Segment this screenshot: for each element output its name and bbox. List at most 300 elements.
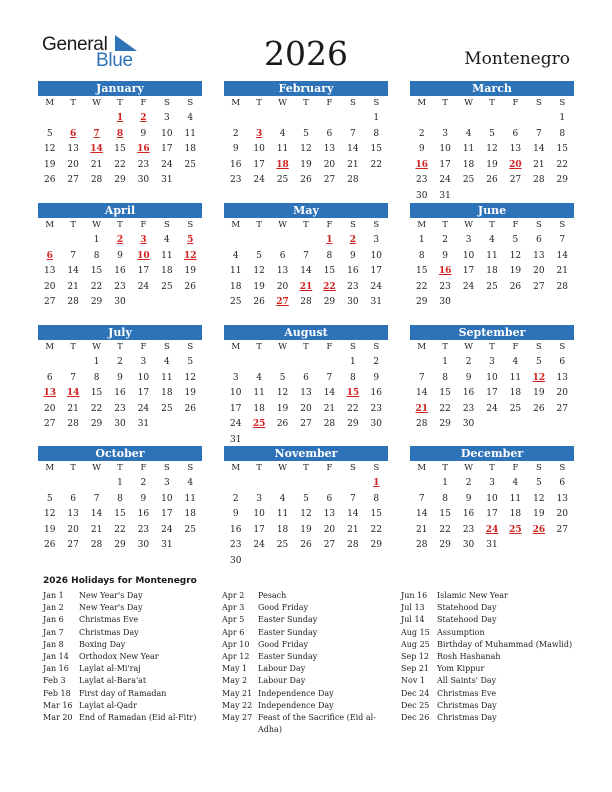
holiday-day-cell: 2	[140, 113, 147, 123]
empty-cell	[410, 355, 433, 371]
day-cell: 20	[43, 403, 56, 414]
holiday-date: Aug 25	[401, 639, 430, 649]
day-cell: 15	[114, 509, 126, 519]
holiday-name: Feast of the Sacrifice (Eid al-Adha)	[258, 713, 376, 735]
day-cell: 8	[373, 128, 380, 139]
day-cell: 5	[279, 372, 286, 383]
weekday-label: S	[559, 463, 566, 473]
holiday-row	[401, 700, 576, 712]
day-cell: 15	[370, 144, 382, 154]
day-cell: 12	[276, 388, 289, 398]
empty-cell	[504, 111, 527, 127]
day-cell: 18	[184, 509, 196, 519]
holiday-name: Good Friday	[258, 603, 309, 613]
day-cell: 9	[442, 250, 448, 261]
holiday-date: Jan 6	[43, 615, 64, 625]
holiday-name: Christmas Eve	[437, 688, 497, 698]
day-cell: 20	[276, 281, 289, 292]
day-cell: 2	[418, 128, 425, 139]
day-cell: 30	[114, 297, 126, 307]
day-cell: 29	[347, 419, 359, 429]
day-cell: 4	[512, 478, 519, 488]
day-cell: 22	[370, 524, 382, 535]
day-cell: 31	[137, 419, 150, 429]
weekday-label: T	[442, 463, 448, 473]
day-cell: 31	[370, 297, 382, 307]
day-cell: 15	[114, 144, 126, 154]
day-cell: 15	[439, 388, 451, 398]
holiday-row	[43, 712, 218, 724]
day-cell: 6	[46, 372, 53, 383]
weekday-label: M	[45, 220, 55, 230]
day-cell: 9	[349, 250, 356, 261]
day-cell: 6	[279, 250, 286, 261]
weekday-label: F	[326, 463, 333, 473]
day-cell: 29	[439, 540, 451, 550]
day-cell: 5	[535, 478, 542, 488]
holiday-name: Statehood Day	[437, 615, 497, 625]
empty-cell	[527, 111, 550, 127]
holiday-row	[401, 712, 576, 724]
day-cell: 10	[370, 250, 382, 261]
weekday-label: T	[303, 98, 309, 108]
holiday-day-cell: 5	[187, 235, 194, 245]
day-cell: 16	[229, 524, 242, 535]
day-cell: 11	[184, 493, 196, 504]
holidays-title: 2026 Holidays for Montenegro	[43, 576, 197, 586]
day-cell: 3	[140, 357, 147, 367]
day-cell: 11	[253, 388, 265, 398]
day-cell: 28	[90, 540, 103, 550]
holiday-name: Good Friday	[258, 639, 309, 649]
holiday-date: Apr 2	[222, 591, 245, 600]
holiday-date: Mar 16	[43, 700, 73, 710]
weekday-label: S	[187, 342, 194, 352]
empty-cell	[271, 111, 294, 127]
day-cell: 8	[117, 493, 123, 504]
empty-cell	[410, 476, 433, 492]
weekday-label: W	[464, 220, 473, 230]
day-cell: 23	[137, 159, 150, 170]
day-cell: 4	[163, 235, 170, 245]
weekday-label: T	[303, 463, 309, 473]
holiday-name: Easter Sunday	[258, 627, 318, 637]
holiday-day-cell: 2	[349, 235, 356, 245]
weekday-label: W	[278, 342, 287, 352]
day-cell: 9	[465, 372, 472, 383]
holiday-name: End of Ramadan (Eid al-Fitr)	[79, 713, 197, 723]
month-header: May	[224, 203, 388, 218]
holiday-row	[222, 675, 397, 687]
day-cell: 15	[556, 144, 568, 154]
day-cell: 15	[90, 388, 103, 398]
day-cell: 7	[70, 372, 76, 383]
holiday-day-cell: 21	[299, 281, 313, 292]
day-cell: 24	[486, 403, 498, 414]
day-cell: 25	[161, 281, 173, 292]
day-cell: 20	[67, 524, 79, 535]
day-cell: 16	[462, 388, 475, 398]
day-cell: 21	[347, 159, 359, 170]
day-cell: 1	[418, 235, 425, 245]
holiday-row	[43, 675, 218, 687]
holiday-name: Christmas Day	[437, 713, 497, 723]
day-cell: 8	[93, 250, 100, 261]
day-cell: 14	[556, 250, 568, 261]
holiday-name: Christmas Day	[79, 627, 139, 637]
day-cell: 15	[415, 266, 428, 276]
day-cell: 4	[187, 113, 194, 123]
holiday-date: Sep 12	[401, 652, 430, 662]
day-cell: 15	[90, 266, 103, 276]
day-cell: 2	[373, 357, 380, 367]
day-cell: 18	[276, 524, 289, 535]
day-cell: 4	[512, 357, 519, 367]
day-cell: 21	[323, 403, 336, 414]
holiday-day-cell: 1	[326, 235, 333, 245]
day-cell: 31	[486, 540, 498, 550]
holiday-name: Yom Kippur	[437, 664, 485, 674]
weekday-label: W	[278, 220, 287, 230]
day-cell: 27	[509, 175, 522, 185]
day-cell: 22	[370, 159, 382, 170]
weekday-label: T	[256, 463, 262, 473]
day-cell: 22	[439, 403, 451, 414]
month-header: October	[38, 446, 202, 461]
day-cell: 5	[303, 493, 309, 504]
day-cell: 21	[90, 159, 103, 170]
day-cell: 24	[137, 403, 150, 414]
day-cell: 30	[439, 297, 451, 307]
day-cell: 21	[67, 403, 79, 414]
holiday-row	[222, 688, 397, 700]
weekday-label: F	[326, 98, 333, 108]
day-cell: 8	[442, 493, 448, 504]
holiday-row	[401, 688, 576, 700]
holiday-day-cell: 16	[438, 266, 452, 276]
weekday-label: S	[187, 463, 194, 473]
weekday-label: F	[326, 342, 333, 352]
day-cell: 31	[161, 540, 173, 550]
day-cell: 28	[533, 175, 545, 185]
day-cell: 30	[137, 540, 150, 550]
day-cell: 15	[439, 509, 451, 519]
holiday-row	[401, 602, 576, 614]
day-cell: 8	[442, 372, 448, 383]
day-cell: 5	[303, 128, 309, 139]
weekday-label: S	[349, 342, 356, 352]
day-cell: 28	[415, 540, 428, 550]
day-cell: 27	[533, 281, 545, 292]
day-cell: 4	[256, 372, 262, 383]
day-cell: 28	[347, 175, 359, 185]
weekday-label: S	[187, 220, 194, 230]
day-cell: 9	[418, 144, 425, 154]
day-cell: 25	[276, 540, 289, 550]
day-cell: 25	[486, 281, 498, 292]
day-cell: 7	[418, 493, 425, 504]
weekday-label: T	[117, 220, 123, 230]
weekday-label: T	[489, 220, 495, 230]
day-cell: 18	[462, 159, 475, 170]
weekday-label: W	[92, 463, 101, 473]
day-cell: 27	[67, 175, 79, 185]
holiday-row	[222, 651, 397, 663]
weekday-label: T	[256, 98, 262, 108]
day-cell: 18	[486, 266, 498, 276]
month-header: April	[38, 203, 202, 218]
day-cell: 7	[326, 372, 333, 383]
holiday-date: Apr 12	[222, 652, 250, 662]
day-cell: 22	[415, 281, 428, 292]
holiday-day-cell: 10	[137, 250, 150, 261]
day-cell: 20	[533, 266, 545, 276]
day-cell: 15	[323, 266, 336, 276]
weekday-label: S	[187, 98, 194, 108]
day-cell: 10	[486, 493, 498, 504]
day-cell: 26	[43, 175, 56, 185]
holiday-day-cell: 20	[509, 159, 522, 170]
day-cell: 19	[300, 159, 312, 170]
day-cell: 1	[117, 478, 123, 488]
day-cell: 14	[347, 144, 359, 154]
day-cell: 12	[533, 493, 545, 504]
day-cell: 28	[415, 419, 428, 429]
holiday-name: Orthodox New Year	[79, 652, 159, 662]
holiday-name: Rosh Hashanah	[437, 652, 501, 662]
day-cell: 19	[43, 159, 56, 170]
day-cell: 11	[276, 144, 289, 154]
empty-cell	[85, 111, 108, 127]
day-cell: 17	[370, 266, 382, 276]
day-cell: 22	[114, 524, 126, 535]
weekday-label: F	[140, 342, 147, 352]
weekday-label: F	[326, 220, 333, 230]
day-cell: 8	[373, 493, 380, 504]
day-cell: 6	[559, 478, 566, 488]
day-cell: 1	[349, 357, 356, 367]
holiday-date: Jun 16	[401, 591, 428, 600]
day-cell: 24	[253, 175, 265, 185]
day-cell: 14	[323, 388, 336, 398]
weekday-label: S	[163, 220, 170, 230]
day-cell: 5	[256, 250, 262, 261]
day-cell: 24	[370, 281, 382, 292]
month-january	[38, 81, 202, 196]
weekday-label: S	[559, 220, 566, 230]
day-cell: 3	[232, 372, 239, 383]
day-cell: 11	[509, 493, 522, 504]
day-cell: 4	[187, 478, 194, 488]
day-cell: 30	[462, 540, 475, 550]
day-cell: 2	[140, 478, 147, 488]
empty-cell	[247, 476, 270, 492]
empty-cell	[318, 111, 341, 127]
day-cell: 10	[462, 250, 475, 261]
day-cell: 25	[276, 175, 289, 185]
day-cell: 26	[509, 281, 522, 292]
holiday-date: Sep 21	[401, 664, 430, 674]
empty-cell	[85, 476, 108, 492]
day-cell: 13	[323, 509, 336, 519]
holiday-row	[43, 602, 218, 614]
weekday-label: S	[349, 220, 356, 230]
day-cell: 24	[229, 419, 242, 429]
day-cell: 12	[300, 144, 312, 154]
day-cell: 20	[43, 281, 56, 292]
day-cell: 28	[90, 175, 103, 185]
day-cell: 17	[486, 509, 498, 519]
day-cell: 21	[90, 524, 103, 535]
weekday-label: T	[303, 342, 309, 352]
holiday-row	[222, 663, 397, 675]
day-cell: 27	[556, 403, 568, 414]
holiday-day-cell: 15	[346, 388, 360, 398]
weekday-label: M	[45, 98, 55, 108]
month-march	[410, 81, 574, 201]
day-cell: 11	[161, 372, 173, 383]
day-cell: 6	[70, 493, 76, 504]
weekday-label: M	[231, 98, 241, 108]
holiday-day-cell: 7	[93, 128, 100, 139]
month-header: September	[410, 325, 574, 340]
holiday-date: Dec 24	[401, 688, 430, 698]
holiday-day-cell: 12	[184, 250, 197, 261]
day-cell: 29	[114, 175, 126, 185]
day-cell: 22	[90, 403, 103, 414]
weekday-label: S	[535, 342, 542, 352]
weekday-label: T	[117, 342, 123, 352]
day-cell: 14	[533, 144, 545, 154]
holiday-name: Labour Day	[258, 676, 306, 686]
month-header: August	[224, 325, 388, 340]
day-cell: 29	[415, 297, 428, 307]
day-cell: 16	[462, 509, 475, 519]
holiday-date: Jan 14	[43, 652, 69, 662]
empty-cell	[61, 233, 84, 249]
day-cell: 13	[276, 266, 289, 276]
weekday-label: T	[256, 342, 262, 352]
day-cell: 21	[67, 281, 79, 292]
day-cell: 6	[512, 128, 519, 139]
day-cell: 18	[253, 403, 265, 414]
day-cell: 31	[229, 434, 242, 445]
day-cell: 5	[46, 493, 53, 504]
weekday-label: T	[442, 342, 448, 352]
day-cell: 14	[300, 266, 312, 276]
day-cell: 19	[509, 266, 522, 276]
holiday-row	[401, 590, 576, 602]
day-cell: 17	[462, 266, 475, 276]
day-cell: 20	[556, 388, 568, 398]
empty-cell	[224, 233, 247, 249]
holiday-row	[401, 675, 576, 687]
day-cell: 16	[229, 159, 242, 170]
day-cell: 13	[556, 372, 568, 383]
day-cell: 30	[137, 175, 150, 185]
weekday-label: M	[45, 342, 55, 352]
holiday-row	[401, 639, 576, 651]
day-cell: 17	[137, 266, 150, 276]
weekday-label: F	[512, 220, 519, 230]
holiday-row	[401, 651, 576, 663]
day-cell: 2	[442, 235, 448, 245]
weekday-label: T	[117, 98, 123, 108]
day-cell: 16	[114, 388, 126, 398]
weekday-label: M	[231, 220, 241, 230]
day-cell: 9	[117, 250, 123, 261]
day-cell: 9	[140, 493, 147, 504]
day-cell: 20	[67, 159, 79, 170]
weekday-label: F	[512, 342, 519, 352]
day-cell: 4	[489, 235, 495, 245]
day-cell: 22	[439, 524, 451, 535]
day-cell: 16	[114, 266, 126, 276]
weekday-label: S	[163, 342, 170, 352]
day-cell: 2	[117, 357, 123, 367]
day-cell: 20	[300, 403, 312, 414]
holiday-row	[43, 700, 218, 712]
holiday-date: May 22	[222, 700, 253, 710]
day-cell: 17	[161, 144, 173, 154]
day-cell: 17	[439, 159, 451, 170]
day-cell: 8	[559, 128, 566, 139]
day-cell: 26	[253, 297, 265, 307]
day-cell: 8	[93, 372, 100, 383]
empty-cell	[247, 111, 270, 127]
day-cell: 30	[370, 419, 382, 429]
day-cell: 1	[442, 478, 448, 488]
month-september	[410, 325, 574, 440]
day-cell: 28	[67, 297, 79, 307]
day-cell: 12	[184, 372, 196, 383]
weekday-label: S	[349, 98, 356, 108]
day-cell: 18	[161, 388, 173, 398]
weekday-label: F	[512, 463, 519, 473]
month-header: December	[410, 446, 574, 461]
day-cell: 27	[67, 540, 79, 550]
day-cell: 13	[67, 144, 79, 154]
holiday-row	[43, 651, 218, 663]
day-cell: 5	[46, 128, 53, 139]
day-cell: 13	[43, 266, 56, 276]
day-cell: 12	[43, 509, 56, 519]
holiday-date: Jul 14	[401, 615, 425, 625]
day-cell: 3	[465, 235, 472, 245]
day-cell: 11	[486, 250, 498, 261]
day-cell: 30	[229, 555, 242, 566]
holiday-date: Jan 7	[43, 627, 64, 637]
holiday-date: Jan 2	[43, 603, 64, 613]
weekday-label: S	[559, 342, 566, 352]
day-cell: 27	[556, 524, 568, 535]
weekday-label: W	[92, 98, 101, 108]
holiday-name: Pesach	[258, 591, 287, 600]
day-cell: 19	[43, 524, 56, 535]
weekday-label: T	[70, 342, 76, 352]
day-cell: 10	[439, 144, 451, 154]
weekday-label: T	[442, 220, 448, 230]
day-cell: 15	[370, 509, 382, 519]
day-cell: 3	[163, 113, 170, 123]
holiday-day-cell: 25	[509, 524, 522, 535]
empty-cell	[341, 476, 364, 492]
weekday-label: S	[535, 98, 542, 108]
weekday-label: T	[489, 342, 495, 352]
weekday-label: T	[70, 220, 76, 230]
day-cell: 19	[486, 159, 498, 170]
day-cell: 16	[347, 266, 359, 276]
